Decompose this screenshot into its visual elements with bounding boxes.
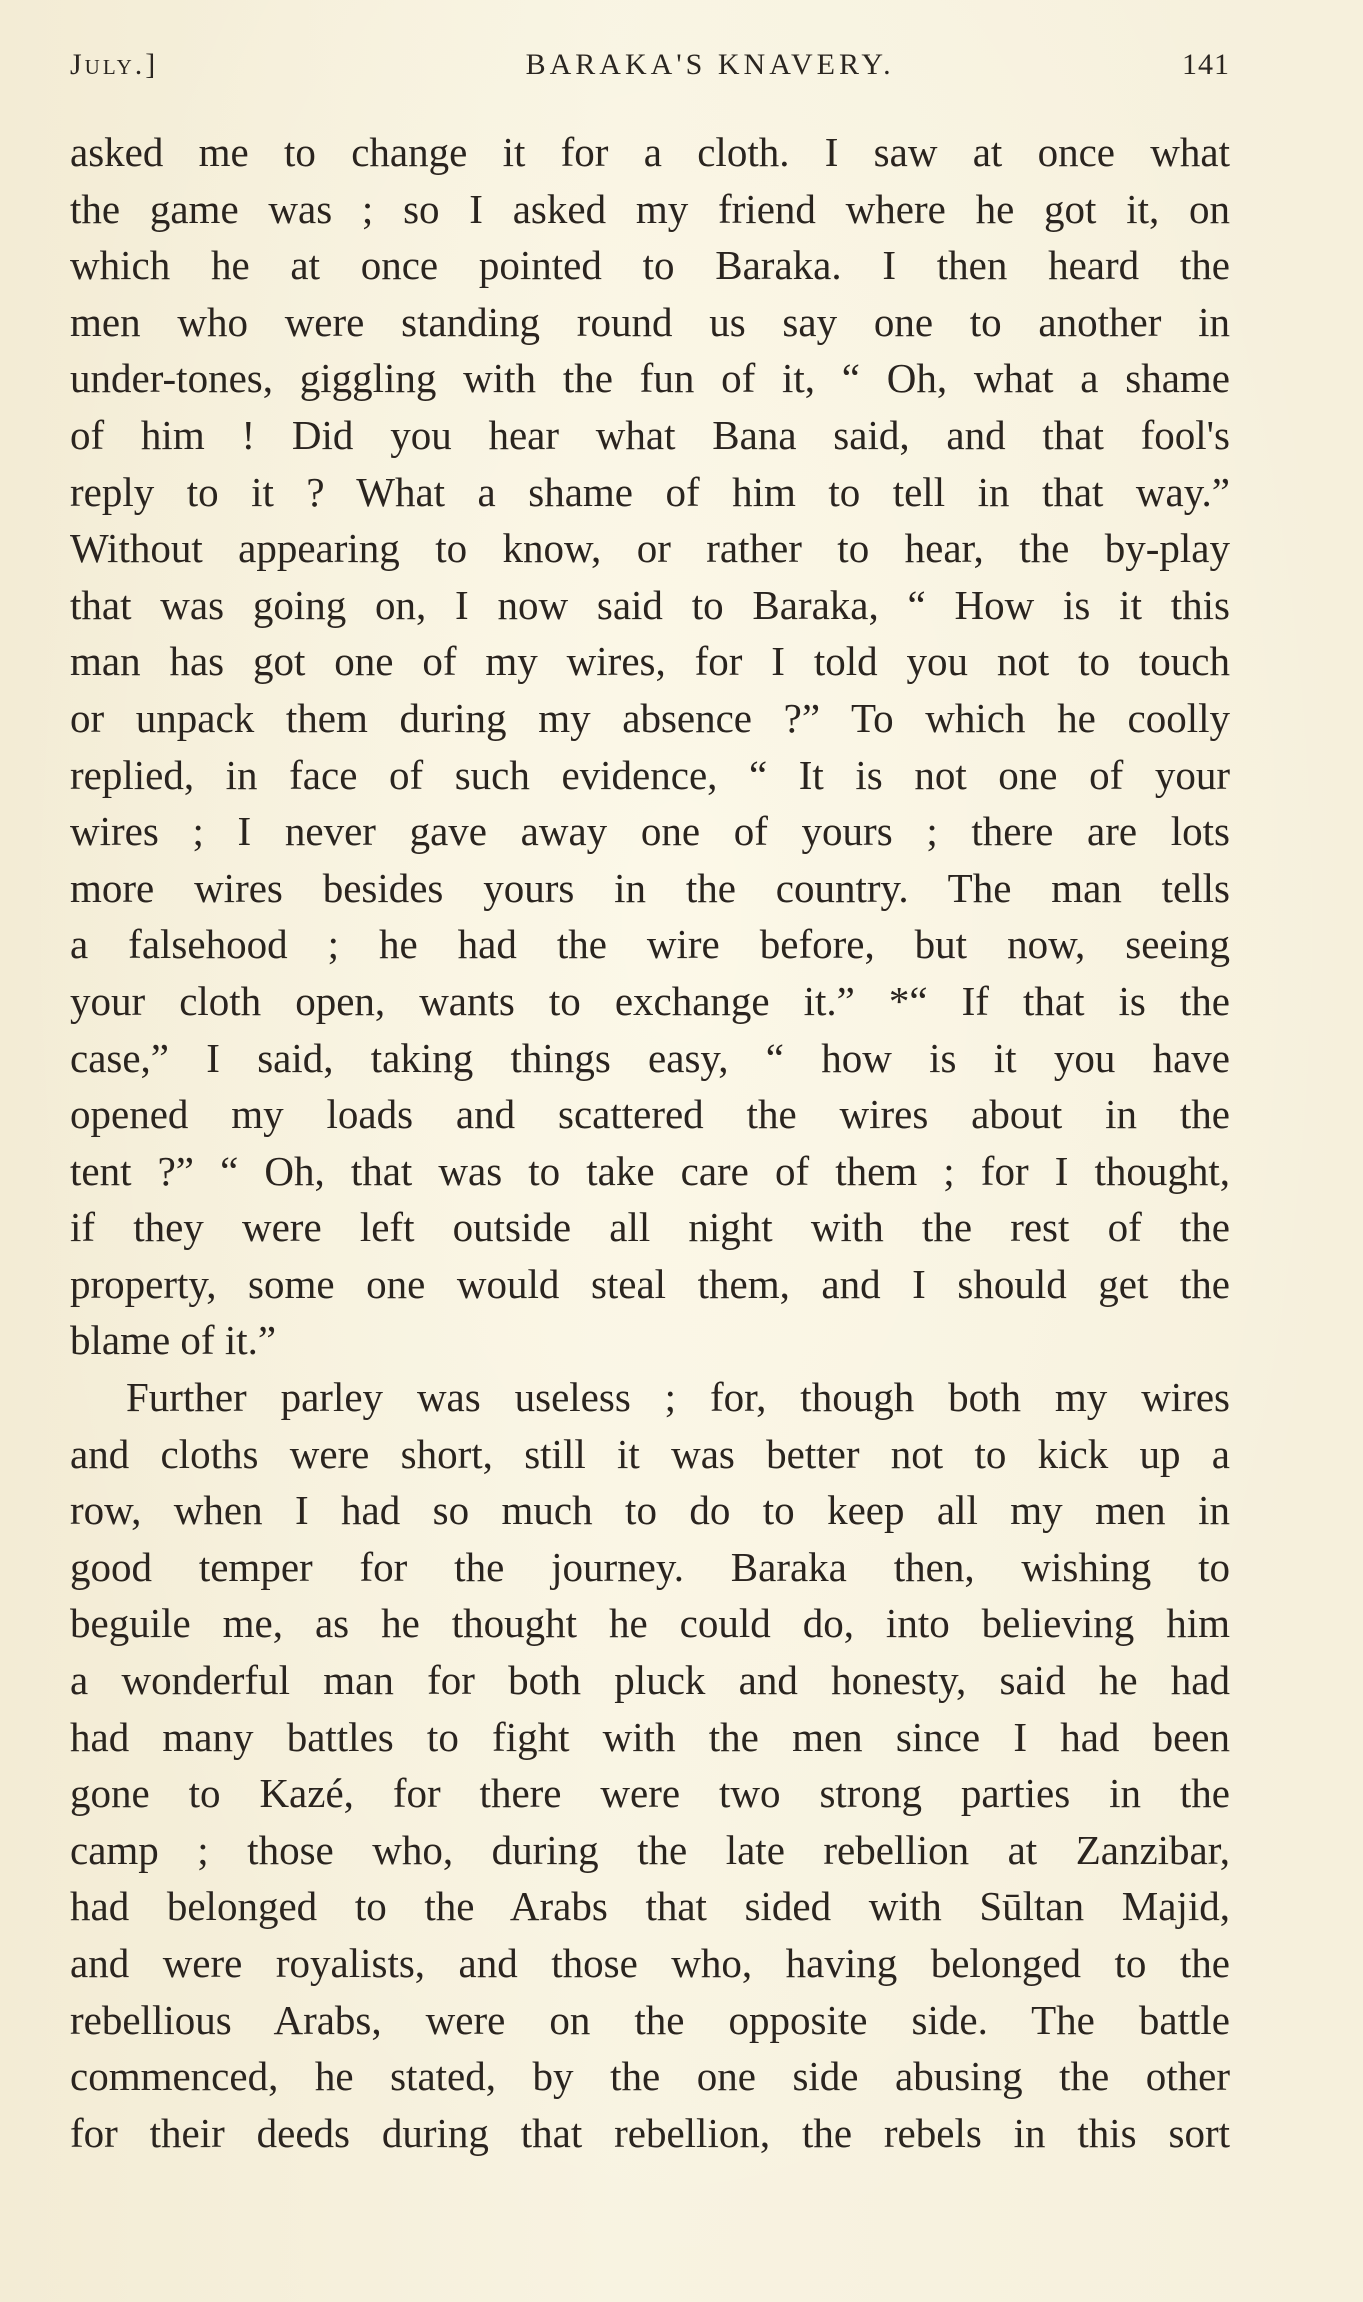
text-line: your cloth open, wants to exchange it.” *“ If that is the bbox=[70, 977, 1230, 1024]
text-line: opened my loads and scattered the wires about in the bbox=[70, 1091, 1230, 1138]
page-number: 141 bbox=[1182, 48, 1230, 81]
text-line: man has got one of my wires, for I told you not to touch bbox=[70, 638, 1230, 685]
running-head-left: July.] bbox=[70, 48, 159, 81]
body-text bbox=[70, 124, 1230, 2161]
running-head bbox=[70, 48, 1230, 98]
text-line: row, when I had so much to do to keep all my men in bbox=[70, 1487, 1230, 1534]
text-line: case,” I said, taking things easy, “ how is it you have bbox=[70, 1034, 1230, 1081]
text-line: tent ?” “ Oh, that was to take care of them ; for I thought, bbox=[70, 1147, 1230, 1194]
text-line: under-tones, giggling with the fun of it, “ Oh, what a shame bbox=[70, 355, 1230, 402]
text-line: beguile me, as he thought he could do, into believing him bbox=[70, 1600, 1230, 1647]
text-line: good temper for the journey. Baraka then, wishing to bbox=[70, 1543, 1230, 1590]
text-line: more wires besides yours in the country. The man tells bbox=[70, 864, 1230, 911]
text-line: replied, in face of such evidence, “ It is not one of your bbox=[70, 751, 1230, 798]
text-line: had belonged to the Arabs that sided with Sūltan Majid, bbox=[70, 1883, 1230, 1930]
text-line: of him ! Did you hear what Bana said, and that fool's bbox=[70, 411, 1230, 458]
paragraph-end-line: blame of it.” bbox=[70, 1317, 277, 1364]
text-line: and were royalists, and those who, having belonged to the bbox=[70, 1940, 1230, 1986]
text-line: which he at once pointed to Baraka. I then heard the bbox=[70, 242, 1230, 289]
text-line: property, some one would steal them, and I should get the bbox=[70, 1260, 1230, 1307]
text-line: rebellious Arabs, were on the opposite side. The battle bbox=[70, 1996, 1230, 2043]
text-line: for their deeds during that rebellion, the rebels in this sort bbox=[70, 2109, 1230, 2156]
text-line: camp ; those who, during the late rebellion at Zanzibar, bbox=[70, 1826, 1230, 1873]
text-line: had many battles to fight with the men since I had been bbox=[70, 1713, 1230, 1760]
text-line: gone to Kazé, for there were two strong parties in the bbox=[70, 1770, 1230, 1817]
paragraph-start-line: Further parley was useless ; for, though both my wires bbox=[126, 1374, 1230, 1421]
text-line: Without appearing to know, or rather to hear, the by-play bbox=[70, 525, 1230, 572]
text-line: wires ; I never gave away one of yours ; there are lots bbox=[70, 808, 1230, 855]
text-line: that was going on, I now said to Baraka, “ How is it this bbox=[70, 581, 1230, 628]
text-line: a falsehood ; he had the wire before, but now, seeing bbox=[70, 921, 1230, 968]
text-line: asked me to change it for a cloth. I saw at once what bbox=[70, 129, 1230, 175]
text-line: a wonderful man for both pluck and honesty, said he had bbox=[70, 1657, 1230, 1704]
text-line: reply to it ? What a shame of him to tell in that way.” bbox=[70, 468, 1230, 515]
text-line: and cloths were short, still it was better not to kick up a bbox=[70, 1430, 1230, 1477]
text-line: if they were left outside all night with the rest of the bbox=[70, 1204, 1230, 1251]
text-line: men who were standing round us say one to another in bbox=[70, 298, 1230, 345]
text-line: or unpack them during my absence ?” To which he coolly bbox=[70, 694, 1230, 741]
text-line: the game was ; so I asked my friend where he got it, on bbox=[70, 185, 1230, 232]
text-line: commenced, he stated, by the one side abusing the other bbox=[70, 2053, 1230, 2100]
running-head-title: BARAKA'S KNAVERY. bbox=[525, 48, 895, 81]
